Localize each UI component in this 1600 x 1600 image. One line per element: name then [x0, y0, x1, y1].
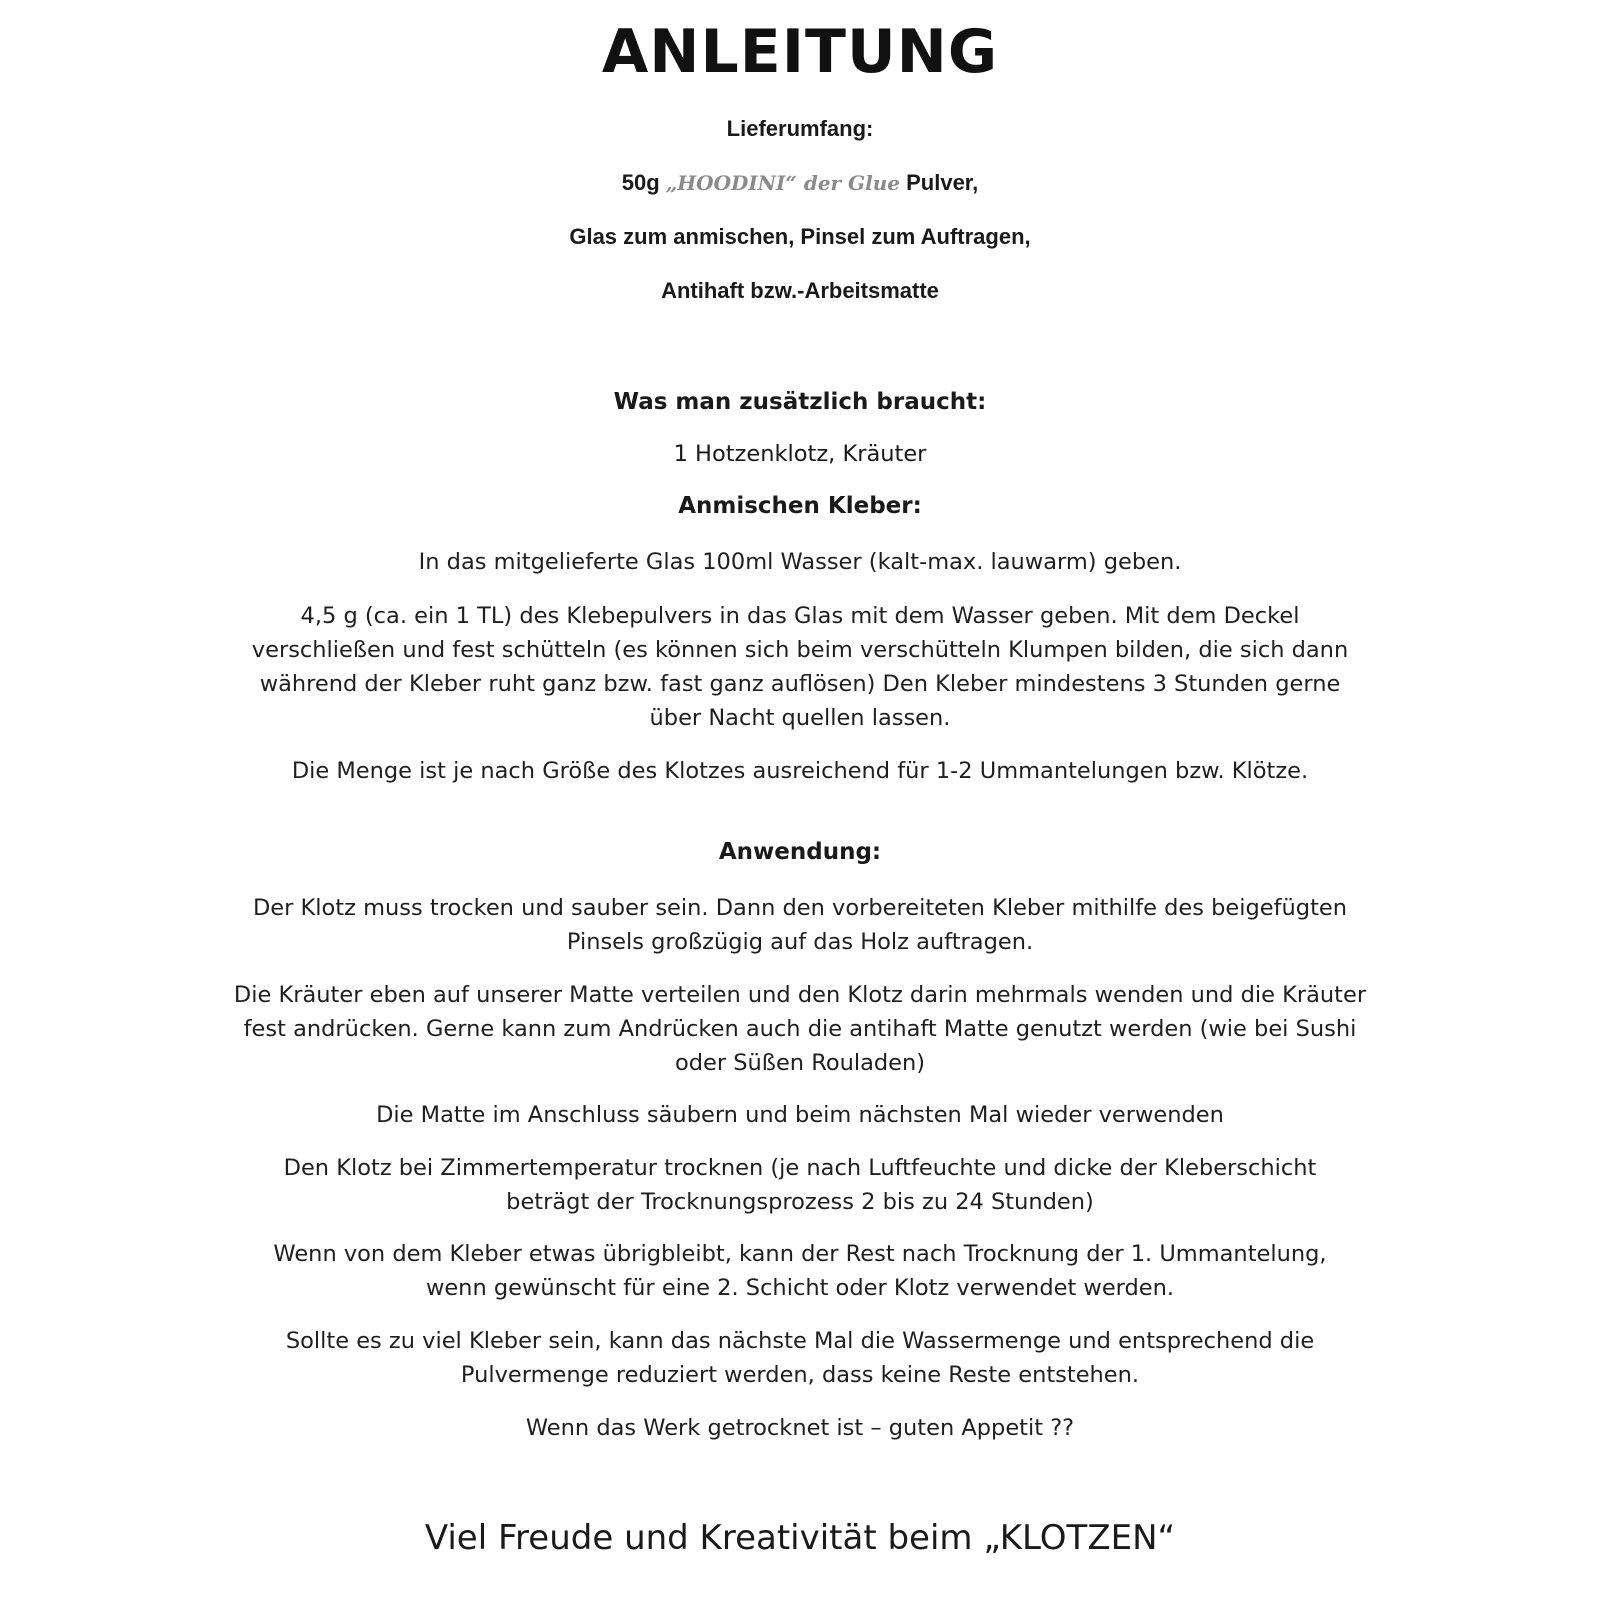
anwendung-paragraph-2: Die Kräuter eben auf unserer Matte verteilen und den Klotz darin mehrmals wenden und die Kräuter fest andrücken. Gerne kann zum Andrücken auch die antihaft Matte genutzt werden (wie bei Sushi oder Süßen Rouladen) [233, 982, 1367, 1076]
anwendung-paragraph-3: Die Matte im Anschluss säubern und beim nächsten Mal wieder verwenden [376, 1102, 1224, 1128]
powder-label: Pulver, [906, 170, 979, 195]
product-brand-name: „HOODINI“ der Glue [665, 171, 900, 195]
zusaetzlich-text: 1 Hotzenklotz, Kräuter [673, 441, 927, 467]
lieferumfang-line-3: Antihaft bzw.-Arbeitsmatte [661, 278, 939, 303]
lieferumfang-line-1 [0, 168, 1600, 198]
anwendung-paragraph-1: Der Klotz muss trocken und sauber sein. Dann den vorbereiteten Kleber mithilfe des beigefügten Pinsels großzügig auf das Holz auftragen. [252, 895, 1348, 955]
closing-line: Viel Freude und Kreativität beim „KLOTZEN“ [424, 1518, 1176, 1558]
anmischen-paragraph-1: In das mitgelieferte Glas 100ml Wasser (kalt-max. lauwarm) geben. [418, 549, 1182, 575]
lieferumfang-line-2: Glas zum anmischen, Pinsel zum Auftragen, [569, 224, 1031, 249]
anwendung-paragraph-4: Den Klotz bei Zimmertemperatur trocknen (je nach Luftfeuchte und dicke der Kleberschicht beträgt der Trocknungsprozess 2 bis zu 24 Stunden) [283, 1155, 1317, 1215]
anmischen-paragraph-2: 4,5 g (ca. ein 1 TL) des Klebepulvers in das Glas mit dem Wasser geben. Mit dem Deckel verschließen und fest schütteln (es können sich beim verschütteln Klumpen bilden, die sich dann während der Kleber ruht ganz bzw. fast ganz auflösen) Den Kleber mindestens 3 Stunden gerne über Nacht quellen lassen. [251, 603, 1349, 731]
anmischen-paragraph-3: Die Menge ist je nach Größe des Klotzes ausreichend für 1-2 Ummantelungen bzw. Klötze. [291, 758, 1309, 784]
anwendung-heading: Anwendung: [718, 839, 882, 865]
powder-amount: 50g [621, 170, 660, 195]
page-title: ANLEITUNG [601, 17, 999, 87]
anmischen-heading: Anmischen Kleber: [678, 493, 922, 519]
lieferumfang-heading: Lieferumfang: [726, 116, 874, 141]
anwendung-paragraph-6: Sollte es zu viel Kleber sein, kann das nächste Mal die Wassermenge und entsprechend die Pulvermenge reduziert werden, dass keine Reste entstehen. [285, 1328, 1315, 1388]
anwendung-paragraph-7: Wenn das Werk getrocknet ist – guten Appetit ?? [525, 1415, 1075, 1441]
zusaetzlich-heading: Was man zusätzlich braucht: [613, 389, 987, 415]
anwendung-paragraph-5: Wenn von dem Kleber etwas übrigbleibt, kann der Rest nach Trocknung der 1. Ummantelung, wenn gewünscht für eine 2. Schicht oder Klotz verwendet werden. [273, 1241, 1327, 1301]
